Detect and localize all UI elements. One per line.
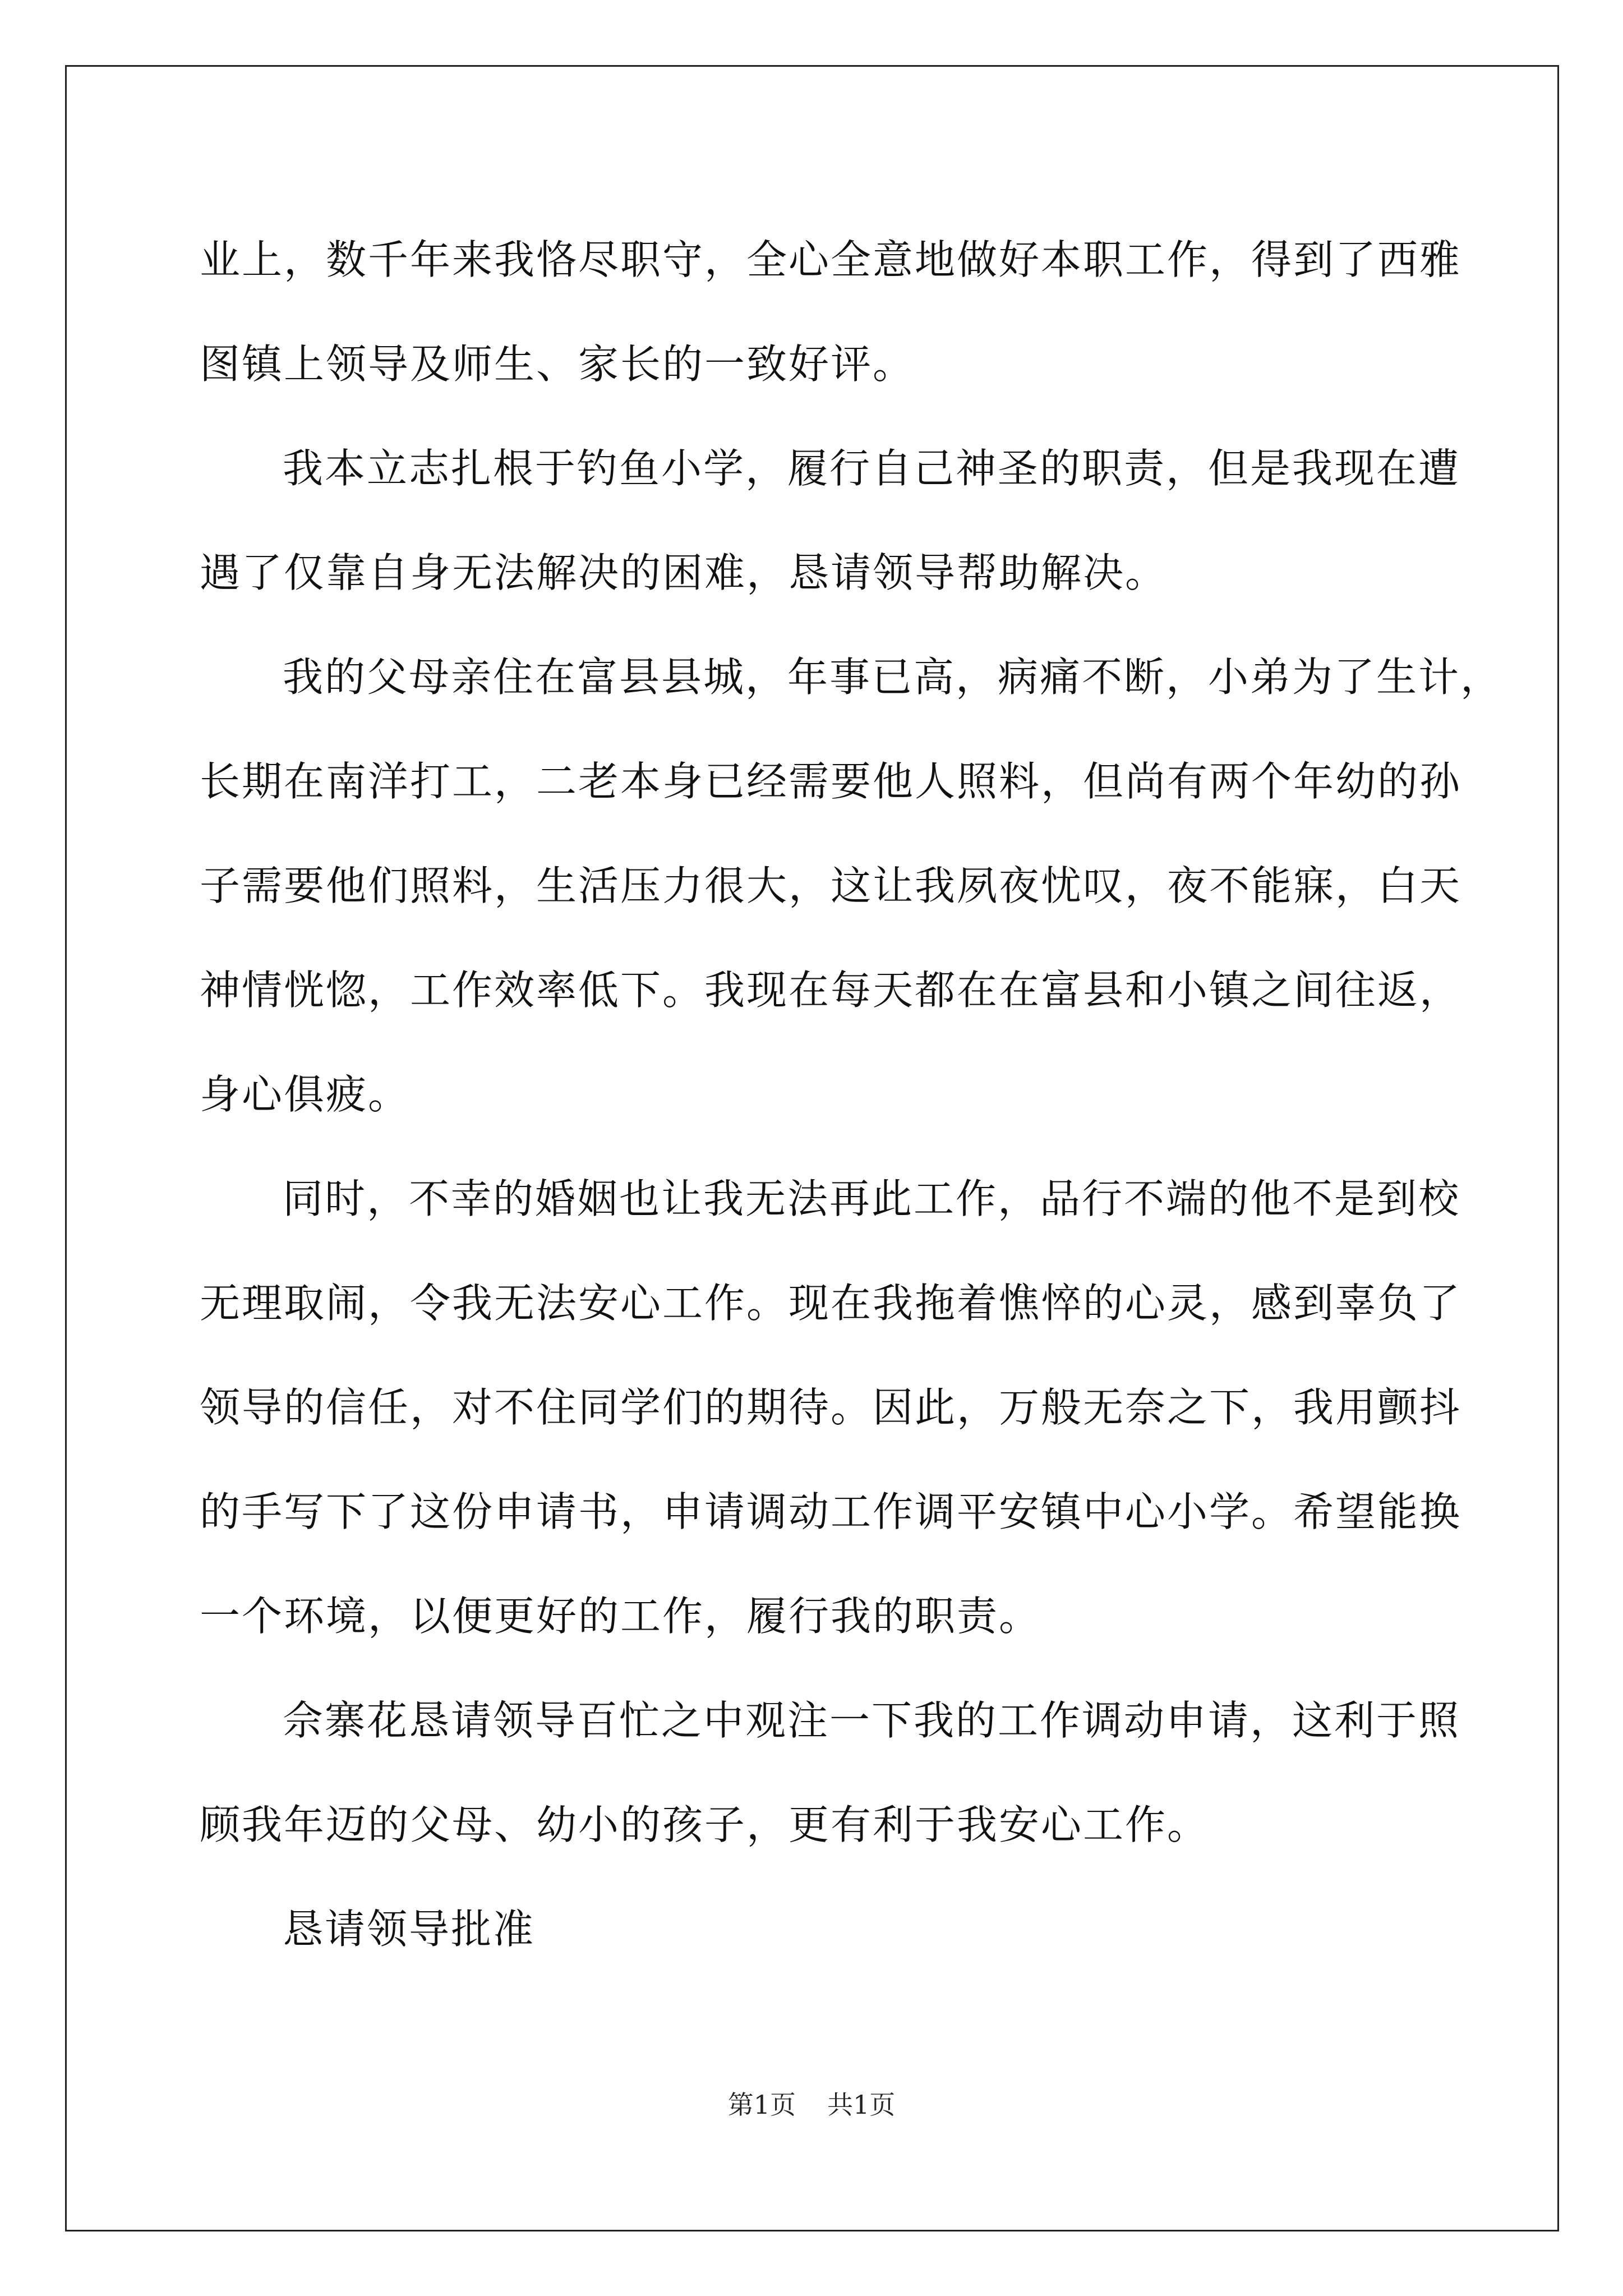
text-line: 一个环境，以便更好的工作，履行我的职责。 xyxy=(200,1593,1041,1640)
paragraph-start-line: 我本立志扎根于钓鱼小学，履行自己神圣的职责，但是我现在遭 xyxy=(283,445,1461,492)
text-line: 业上，数千年来我恪尽职守，全心全意地做好本职工作，得到了西雅 xyxy=(200,236,1462,283)
text-line: 长期在南洋打工，二老本身已经需要他人照料，但尚有两个年幼的孙 xyxy=(200,758,1462,805)
page-number: 第1页 xyxy=(727,2090,796,2120)
paragraph-start-line: 我的父母亲住在富县县城，年事已高，病痛不断，小弟为了生计， xyxy=(283,654,1503,701)
text-line: 的手写下了这份申请书，申请调动工作调平安镇中心小学。希望能换 xyxy=(200,1488,1462,1535)
text-line: 遇了仅靠自身无法解决的困难，恳请领导帮助解决。 xyxy=(200,549,1168,596)
text-line: 子需要他们照料，生活压力很大，这让我夙夜忧叹，夜不能寐，白天 xyxy=(200,862,1462,909)
document-body xyxy=(200,208,1503,1981)
text-line: 顾我年迈的父母、幼小的孩子，更有利于我安心工作。 xyxy=(200,1801,1210,1848)
text-line: 无理取闹，令我无法安心工作。现在我拖着憔悴的心灵，感到辜负了 xyxy=(200,1280,1462,1327)
text-line: 领导的信任，对不住同学们的期待。因此，万般无奈之下，我用颤抖 xyxy=(200,1384,1462,1431)
closing-line: 恳请领导批准 xyxy=(283,1906,536,1953)
paragraph-start-line: 同时，不幸的婚姻也让我无法再此工作，品行不端的他不是到校 xyxy=(283,1175,1461,1222)
paragraph-start-line: 佘寨花恳请领导百忙之中观注一下我的工作调动申请，这利于照 xyxy=(283,1697,1461,1744)
page-total: 共1页 xyxy=(827,2090,896,2120)
text-line: 图镇上领导及师生、家长的一致好评。 xyxy=(200,341,915,388)
text-line: 神情恍惚，工作效率低下。我现在每天都在在富县和小镇之间往返， xyxy=(200,967,1462,1014)
page-footer xyxy=(0,2088,1623,2122)
text-line: 身心俱疲。 xyxy=(200,1071,411,1118)
